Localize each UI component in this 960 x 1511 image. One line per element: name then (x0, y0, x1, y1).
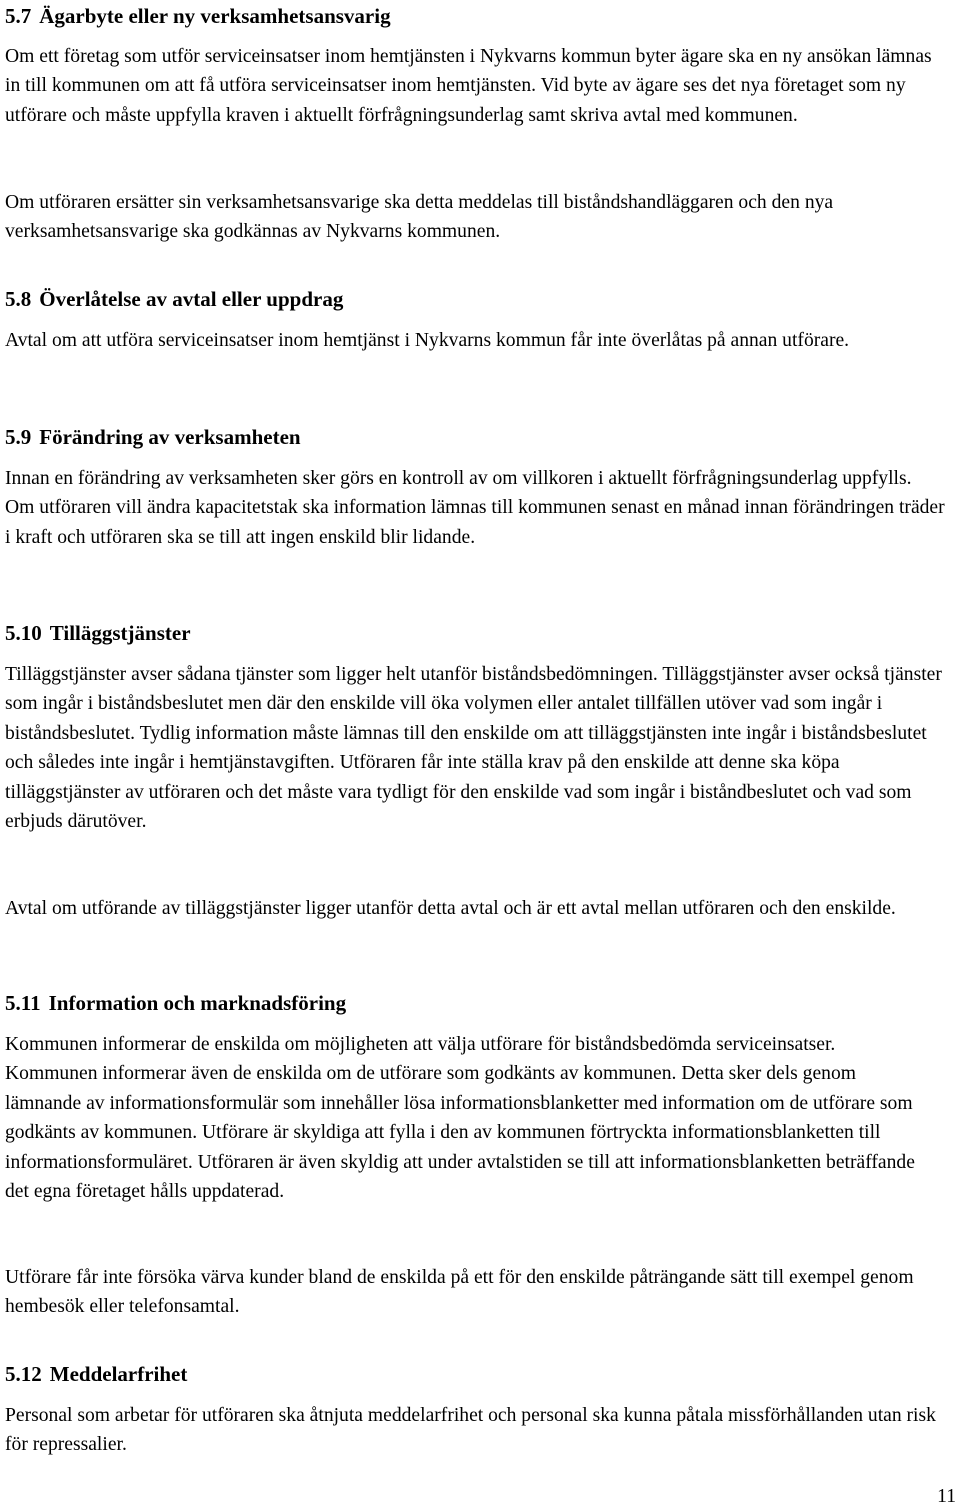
paragraph: Personal som arbetar för utföraren ska åtnjuta meddelarfrihet och personal ska kunna påtala missförhållanden utan risk för repressalier. (5, 1405, 936, 1456)
paragraph: Innan en förändring av verksamheten sker görs en kontroll av om villkoren i aktuellt förfrågningsunderlag uppfylls. Om utföraren vill ändra kapacitetstak ska information lämnas till kommunen senast en månad innan förändringen träder i kraft och utföraren ska se till att ingen enskild blir lidande. (5, 468, 945, 548)
section-heading-5-12 (5, 1360, 187, 1389)
section-heading-5-8 (5, 285, 343, 314)
section-number: 5.7 (5, 4, 32, 28)
paragraph: Kommunen informerar de enskilda om möjligheten att välja utförare för biståndsbedömda serviceinsatser. Kommunen informerar även de enskilda om de utförare som godkänts av kommunen. Detta sker dels genom lämnande av informationsformulär som innehåller lösa informationsblanketter med information om de utförare som godkänts av kommunen. Utförare är skyldiga att fylla i den av kommunen förtryckta informationsblanketten till informationsformuläret. Utföraren är även skyldig att under avtalstiden se till att informationsblanketten beträffande det egna företaget hålls uppdaterad. (5, 1034, 915, 1203)
paragraph: Avtal om utförande av tilläggstjänster ligger utanför detta avtal och är ett avtal mellan utföraren och den enskilde. (5, 898, 896, 919)
paragraph: Avtal om att utföra serviceinsatser inom hemtjänst i Nykvarns kommun får inte överlåtas på annan utförare. (5, 330, 850, 351)
section-heading-5-9 (5, 423, 301, 452)
paragraph: Om ett företag som utför serviceinsatser inom hemtjänsten i Nykvarns kommun byter ägare ska en ny ansökan lämnas in till kommunen om att få utföra serviceinsatser inom hemtjänsten. Vid byte av ägare ses det nya företaget som ny utförare och måste uppfylla kraven i aktuellt förfrågningsunderlag samt skriva avtal med kommunen. (5, 46, 932, 126)
section-heading-5-11 (5, 989, 346, 1018)
page-number: 11 (937, 1486, 956, 1507)
section-title: Information och marknadsföring (48, 991, 347, 1015)
section-number: 5.8 (5, 287, 32, 311)
section-heading-5-7 (5, 2, 391, 31)
section-title: Ägarbyte eller ny verksamhetsansvarig (39, 4, 391, 28)
section-number: 5.10 (5, 621, 42, 645)
section-number: 5.12 (5, 1362, 42, 1386)
paragraph: Utförare får inte försöka värva kunder bland de enskilda på ett för den enskilde påträngande sätt till exempel genom hembesök eller telefonsamtal. (5, 1267, 914, 1318)
section-title: Meddelarfrihet (49, 1362, 188, 1386)
section-number: 5.11 (5, 991, 41, 1015)
section-title: Förändring av verksamheten (39, 425, 301, 449)
section-heading-5-10 (5, 619, 191, 648)
section-title: Överlåtelse av avtal eller uppdrag (39, 287, 344, 311)
section-number: 5.9 (5, 425, 32, 449)
section-title: Tilläggstjänster (49, 621, 191, 645)
paragraph: Om utföraren ersätter sin verksamhetsansvarige ska detta meddelas till biståndshandläggaren och den nya verksamhetsansvarige ska godkännas av Nykvarns kommunen. (5, 192, 834, 243)
paragraph: Tilläggstjänster avser sådana tjänster som ligger helt utanför biståndsbedömningen. Tilläggstjänster avser också tjänster som ingår i biståndsbeslutet men där den enskilde vill öka volymen eller antalet tillfällen utöver vad som ingår i biståndsbeslutet. Tydlig information måste lämnas till den enskilde om att tilläggstjänsten inte ingår i biståndsbeslutet och således inte ingår i hemtjänstavgiften. Utföraren får inte ställa krav på den enskilde att denne ska köpa tilläggstjänster av utföraren och det måste vara tydligt för den enskilde vad som ingår i biståndbeslutet och vad som erbjuds därutöver. (5, 664, 942, 833)
